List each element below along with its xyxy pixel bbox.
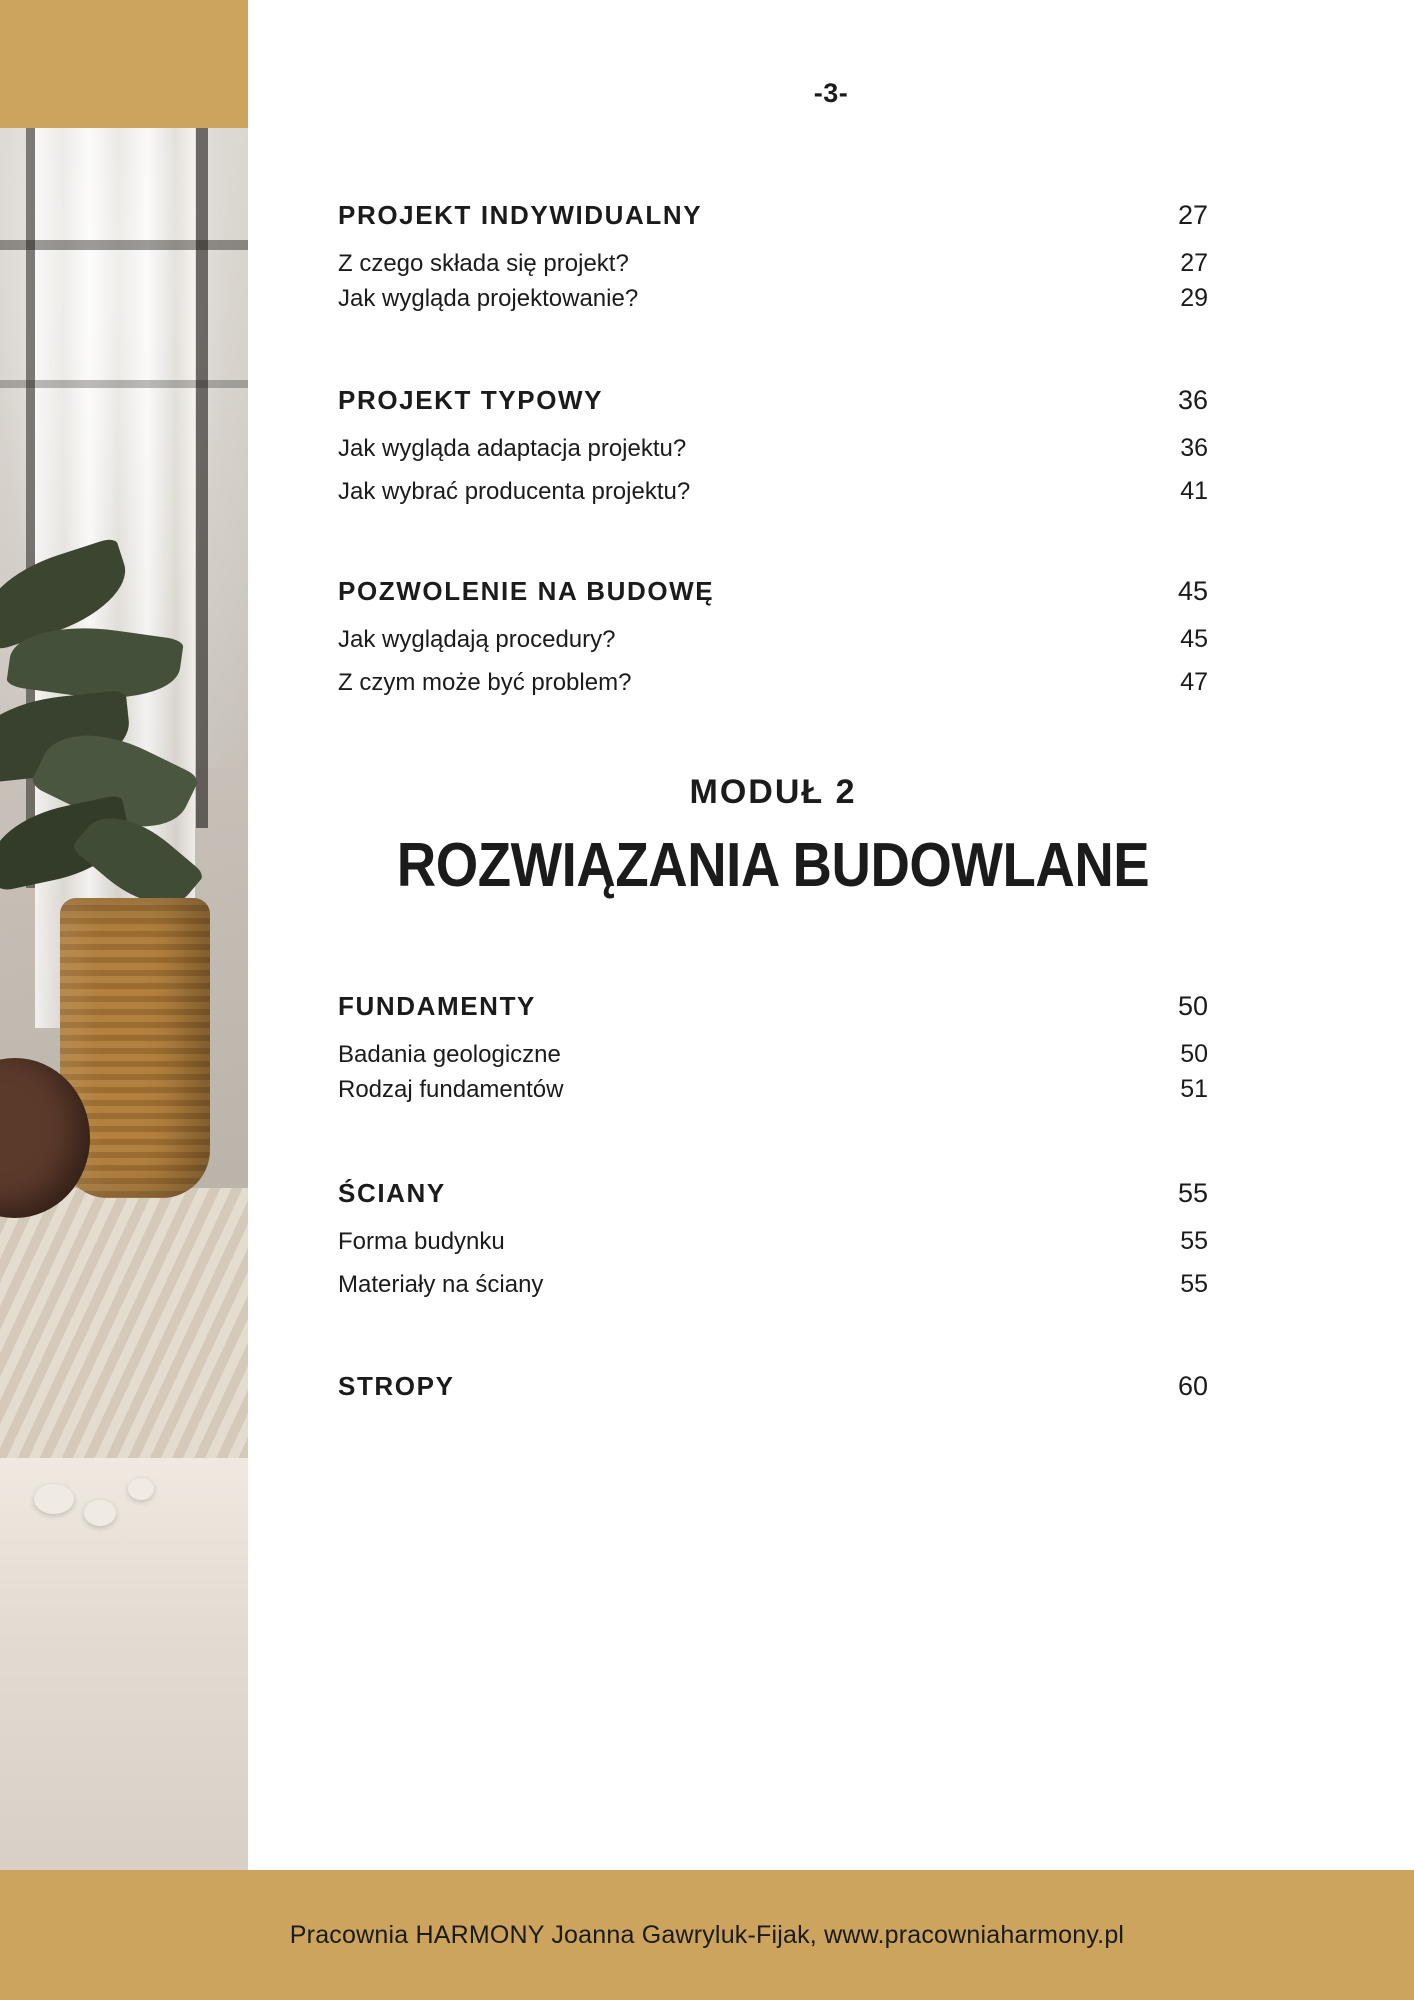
pebble (128, 1478, 154, 1500)
pebble (34, 1484, 74, 1514)
toc-item-label: Jak wygląda adaptacja projektu? (338, 435, 687, 462)
toc-group-heading[interactable] (338, 566, 1208, 607)
toc-group-page: 36 (1177, 385, 1208, 415)
toc-item[interactable] (338, 1270, 1208, 1299)
toc-item-page: 55 (1180, 1270, 1208, 1299)
toc-item-label: Materiały na ściany (338, 1271, 544, 1299)
toc-item-label: Jak wygląda projektowanie? (338, 285, 639, 312)
toc-group-heading[interactable] (338, 1168, 1208, 1209)
toc-item[interactable] (338, 434, 1208, 463)
toc-item[interactable] (338, 625, 1208, 654)
toc-item[interactable] (338, 477, 1208, 506)
module-heading-block (338, 773, 1208, 900)
toc-item[interactable] (338, 1040, 1208, 1069)
toc-item[interactable] (338, 284, 1208, 313)
toc-group-page: 55 (1177, 1178, 1208, 1209)
toc-item-page: 50 (1180, 1040, 1208, 1069)
toc-item-page: 29 (1180, 284, 1208, 312)
table-of-contents (338, 190, 1208, 1420)
module-title: ROZWIĄZANIA BUDOWLANE (396, 831, 1150, 900)
toc-group-title: ŚCIANY (338, 1178, 446, 1209)
floor-surface (0, 1458, 248, 1870)
toc-item-page: 47 (1180, 668, 1208, 696)
toc-group-sciany (338, 1168, 1208, 1299)
pebble (84, 1500, 116, 1526)
toc-item[interactable] (338, 1227, 1208, 1256)
toc-group-page: 50 (1177, 991, 1208, 1022)
gold-accent-block (0, 0, 248, 128)
footer-text: Pracownia HARMONY Joanna Gawryluk-Fijak, www.pracowniaharmony.pl (289, 1920, 1125, 1949)
toc-group-stropy (338, 1361, 1208, 1402)
page-number: -3- (813, 78, 849, 108)
toc-group-heading[interactable] (338, 981, 1208, 1022)
toc-item-label: Rodzaj fundamentów (338, 1076, 564, 1104)
toc-group-title: PROJEKT TYPOWY (338, 385, 604, 415)
toc-group-fundamenty (338, 981, 1208, 1104)
page-footer (0, 1870, 1414, 2000)
toc-item[interactable] (338, 668, 1208, 697)
toc-item-page: 36 (1180, 434, 1208, 462)
toc-item-page: 27 (1180, 249, 1208, 277)
toc-item-page: 45 (1180, 625, 1208, 653)
toc-group-projekt-indywidualny (338, 190, 1208, 313)
window-frame-horizontal-mid (0, 380, 248, 388)
toc-group-title: PROJEKT INDYWIDUALNY (338, 200, 703, 230)
toc-item[interactable] (338, 1075, 1208, 1104)
toc-item-label: Jak wyglądają procedury? (338, 626, 616, 653)
toc-group-pozwolenie-na-budowe (338, 566, 1208, 697)
toc-group-page: 60 (1177, 1371, 1208, 1402)
window-frame-vertical-right (196, 128, 208, 828)
left-decorative-column (0, 0, 248, 1870)
toc-group-heading[interactable] (338, 375, 1208, 416)
toc-item-page: 41 (1180, 477, 1208, 505)
toc-group-title: STROPY (338, 1371, 455, 1402)
toc-group-page: 45 (1177, 576, 1208, 606)
window-frame-horizontal-top (0, 240, 248, 250)
toc-item-label: Z czym może być problem? (338, 669, 632, 696)
toc-item-label: Forma budynku (338, 1228, 505, 1256)
toc-group-heading[interactable] (338, 190, 1208, 231)
toc-group-page: 27 (1177, 200, 1208, 230)
toc-item-label: Jak wybrać producenta projektu? (338, 478, 691, 505)
toc-group-heading[interactable] (338, 1361, 1208, 1402)
interior-photo (0, 128, 248, 1870)
module-label: MODUŁ 2 (689, 773, 857, 811)
toc-item-page: 51 (1180, 1075, 1208, 1104)
toc-item-page: 55 (1180, 1227, 1208, 1256)
toc-item[interactable] (338, 249, 1208, 278)
toc-item-label: Badania geologiczne (338, 1041, 561, 1069)
toc-item-label: Z czego składa się projekt? (338, 250, 629, 277)
toc-group-title: POZWOLENIE NA BUDOWĘ (338, 576, 715, 606)
toc-group-title: FUNDAMENTY (338, 991, 536, 1022)
toc-group-projekt-typowy (338, 375, 1208, 506)
